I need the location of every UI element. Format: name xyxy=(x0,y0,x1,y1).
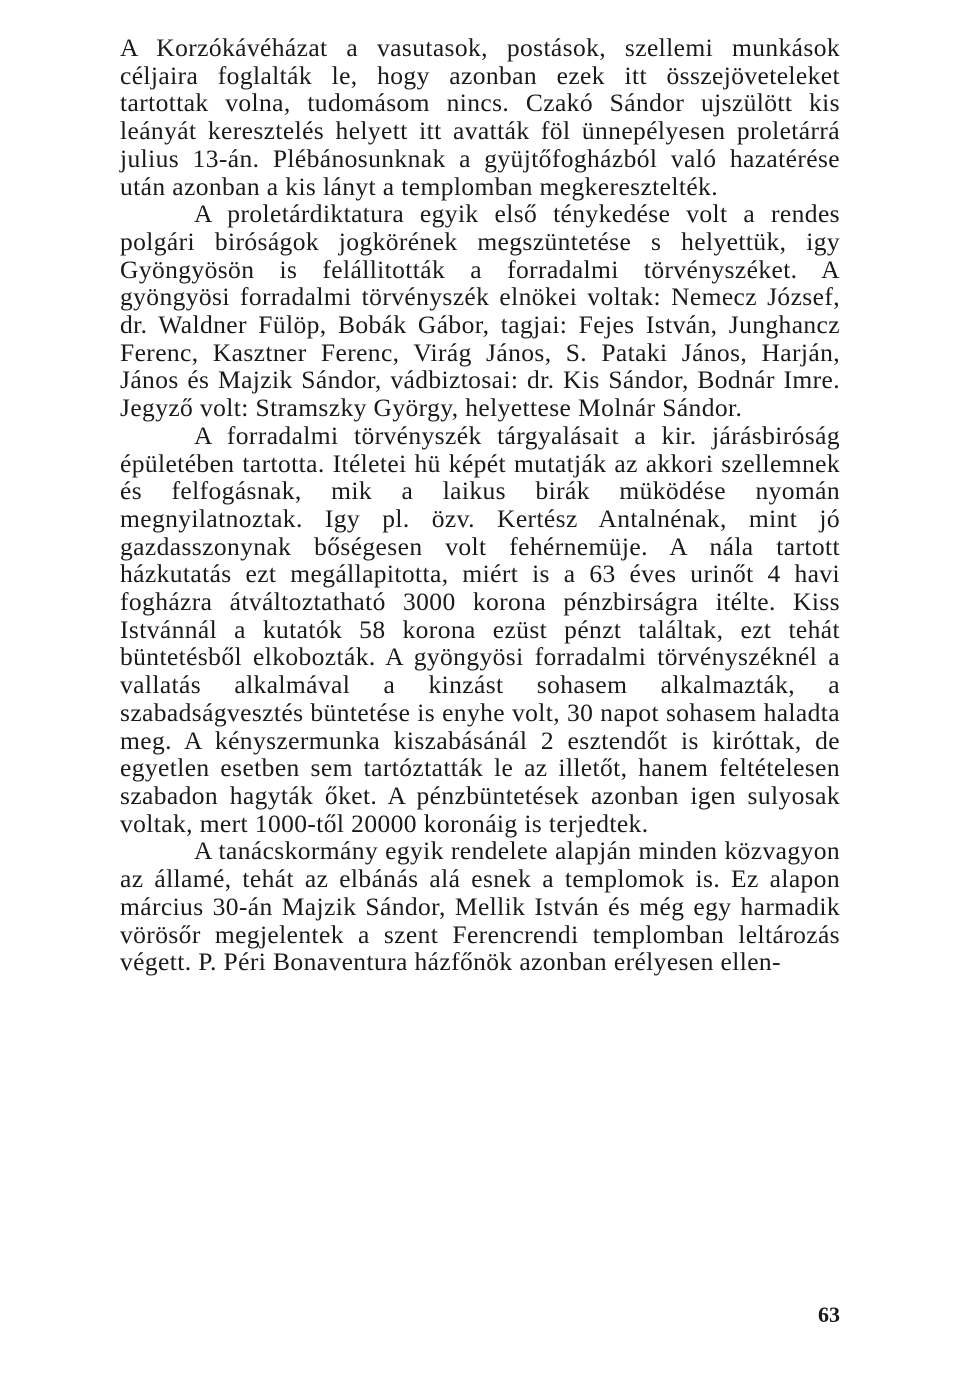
page-number: 63 xyxy=(818,1302,840,1327)
paragraph-1: A Korzókávéházat a vasutasok, postások, szellemi munkások céljaira foglalták le, hogy azonban ezek itt összejöveteleket tartottak volna, tudomásom nincs. Czakó Sándor ujszülött kis leányát keresztelés helyett itt avatták föl ünnepélyesen proletárrá julius 13-án. Plébánosunknak a gyüjtőfogházból való hazatérése után azonban a kis lányt a templomban megkeresztelték. xyxy=(120,33,840,201)
document-page xyxy=(120,34,840,1364)
paragraph-4: A tanácskormány egyik rendelete alapján minden közvagyon az államé, tehát az elbánás alá esnek a templomok is. Ez alapon március 30-án Majzik Sándor, Mellik István és még egy harmadik vörösőr megjelentek a szent Ferencrendi templomban leltározás végett. P. Péri Bonaventura házfőnök azonban erélyesen ellen- xyxy=(120,836,840,977)
paragraph-3: A forradalmi törvényszék tárgyalásait a kir. járásbiróság épületében tartotta. Itéletei hü képét mutatják az akkori szellemnek és felfogásnak, mik a laikus birák müködése nyomán megnyilatnoztak. Igy pl. özv. Kertész Antalnénak, mint jó gazdasszonynak bőségesen volt fehérnemüje. A nála tartott házkutatás ezt megállapitotta, miért is a 63 éves urinőt 4 havi fogházra átváltoztatható 3000 korona pénzbirságra itélte. Kiss Istvánnál a kutatók 58 korona ezüst pénzt találtak, ezt tehát büntetésből elkobozták. A gyöngyösi forradalmi törvényszéknél a vallatás alkalmával a kinzást sohasem alkalmazták, a szabadságvesztés büntetése is enyhe volt, 30 napot sohasem haladta meg. A kényszermunka kiszabásánál 2 esztendőt is kiróttak, de egyetlen esetben sem tartóztatták le az illetőt, hanem feltételesen szabadon hagyták őket. A pénzbüntetések azonban igen sulyosak voltak, mert 1000-től 20000 koronáig is terjedtek. xyxy=(120,420,840,838)
paragraph-2: A proletárdiktatura egyik első ténykedése volt a rendes polgári biróságok jogkörének megszüntetése s helyettük, igy Gyöngyösön is felállitották a forradalmi törvényszéket. A gyöngyösi forradalmi törvényszék elnökei voltak: Nemecz József, dr. Waldner Fülöp, Bobák Gábor, tagjai: Fejes István, Junghancz Ferenc, Kasztner Ferenc, Virág János, S. Pataki János, Harján, János és Majzik Sándor, vádbiztosai: dr. Kis Sándor, Bodnár Imre. Jegyző volt: Stramszky György, helyettese Molnár Sándor. xyxy=(120,199,840,423)
body-text xyxy=(120,34,840,976)
